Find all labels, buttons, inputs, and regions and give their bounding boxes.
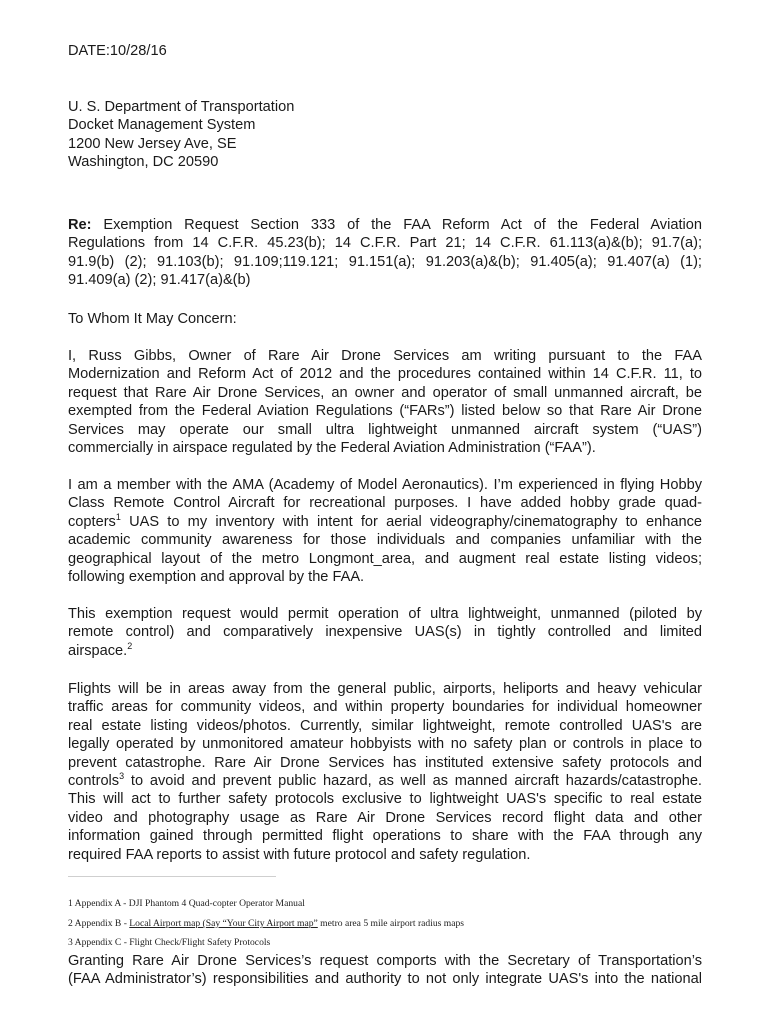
paragraph-line: traffic areas for community videos, and within property boundaries for individual homeowner [68,699,702,716]
paragraph-closing [68,952,702,989]
footnote-ref-2: 2 [127,640,133,651]
recipient-line: U. S. Department of Transportation [68,99,295,115]
paragraph-line: Class Remote Control Aircraft for recreational purposes. I have added hobby grade quad- [68,495,702,512]
footnote-2 [68,918,728,930]
paragraph-line: information gained through permitted flight operations to share with the FAA through any [68,828,702,845]
paragraph-line: This will act to further safety protocols exclusive to lightweight UAS's specific to real estate [68,791,702,808]
date-line: DATE:10/28/16 [68,43,167,59]
paragraph-line: exempted from the Federal Aviation Regulations (“FARs”) listed below so that Rare Air Drone [68,403,702,420]
paragraph-line [68,772,702,790]
paragraph-line: Granting Rare Air Drone Services’s request comports with the Secretary of Transportation’s [68,953,702,969]
paragraph-line: Flights will be in areas away from the general public, airports, heliports and heavy vehicular [68,681,702,697]
footnote-separator [68,876,276,877]
recipient-address [68,98,702,172]
recipient-line: Docket Management System [68,117,256,134]
paragraph-line: commercially in airspace regulated by the Federal Aviation Administration (“FAA”). [68,440,596,457]
subject-line: 91.409(a) (2); 91.417(a)&(b) [68,272,251,289]
recipient-line: Washington, DC 20590 [68,154,219,171]
paragraph-flights [68,680,702,864]
footnote-1: 1 Appendix A - DJI Phantom 4 Quad-copter Operator Manual [68,898,305,909]
salutation: To Whom It May Concern: [68,311,237,327]
paragraph-line: request that Rare Air Drone Services, an owner and operator of small unmanned aircraft, be [68,384,702,401]
text-run: airspace. [68,642,128,659]
paragraph-line: I, Russ Gibbs, Owner of Rare Air Drone Services am writing pursuant to the FAA [68,348,702,364]
footnote-ref-1: 1 [115,511,121,522]
subject-label: Re: [68,217,92,233]
subject-line: Regulations from 14 C.F.R. 45.23(b); 14 C.F.R. Part 21; 14 C.F.R. 61.113(a)&(b); 91.7(a); [68,235,702,252]
text-run: copters [68,513,116,530]
subject-line [68,216,702,234]
footnote-text: 2 Appendix B - [68,918,130,929]
paragraph-line [68,642,702,660]
paragraph-line: prevent catastrophe. Rare Air Drone Services has instituted extensive safety protocols and [68,754,702,771]
paragraph-line: Services may operate our small ultra lightweight unmanned aircraft system (“UAS”) [68,421,702,438]
paragraph-line: legally operated by unmonitored amateur hobbyists with no safety plan or controls in place to [68,736,702,753]
footnote-3: 3 Appendix C - Flight Check/Flight Safety Protocols [68,937,271,948]
paragraph-exemption [68,605,702,660]
paragraph-intro [68,347,702,457]
paragraph-line: Modernization and Reform Act of 2012 and the procedures contained within 14 C.F.R. 11, to [68,366,702,383]
subject-block [68,216,702,290]
footnote-ref-3: 3 [119,771,125,782]
paragraph-line: geographical layout of the metro Longmont_area, and augment real estate listing videos; [68,550,702,567]
paragraph-line: I am a member with the AMA (Academy of Model Aeronautics). I’m experienced in flying Hobby [68,477,702,493]
paragraph-line: This exemption request would permit operation of ultra lightweight, unmanned (piloted by [68,606,702,622]
footnote-text: metro area 5 mile airport radius maps [317,918,465,929]
recipient-line: 1200 New Jersey Ave, SE [68,135,237,152]
text-run: to avoid and prevent public hazard, as well as manned aircraft hazards/catastrophe. [124,773,702,790]
subject-text: Exemption Request Section 333 of the FAA Reform Act of the Federal Aviation [103,217,702,233]
paragraph-line: (FAA Administrator’s) responsibilities and authority to not only integrate UAS's into the national [68,971,702,988]
paragraph-line: remote control) and comparatively inexpensive UAS(s) in tightly controlled and limited [68,624,702,641]
paragraph-line: required FAA reports to assist with future protocol and safety regulation. [68,846,531,863]
subject-line: 91.9(b) (2); 91.103(b); 91.109;119.121; 91.151(a); 91.203(a)&(b); 91.405(a); 91.407(a) (1); [68,253,702,270]
paragraph-line: following exemption and approval by the FAA. [68,569,365,586]
text-run: controls [68,773,120,790]
paragraph-experience [68,476,702,586]
paragraph-line: real estate listing videos/photos. Currently, similar lightweight, remote controlled UAS's are [68,717,702,734]
airport-map-link[interactable]: Local Airport map (Say “Your City Airport map” [129,918,318,929]
paragraph-line: video and photography usage as Rare Air Drone Services record flight data and other [68,809,702,826]
text-run: UAS to my inventory with intent for aerial videography/cinematography to enhance [120,513,702,530]
paragraph-line: academic community awareness for those individuals and companies unfamiliar with the [68,532,702,549]
paragraph-line [68,513,702,531]
